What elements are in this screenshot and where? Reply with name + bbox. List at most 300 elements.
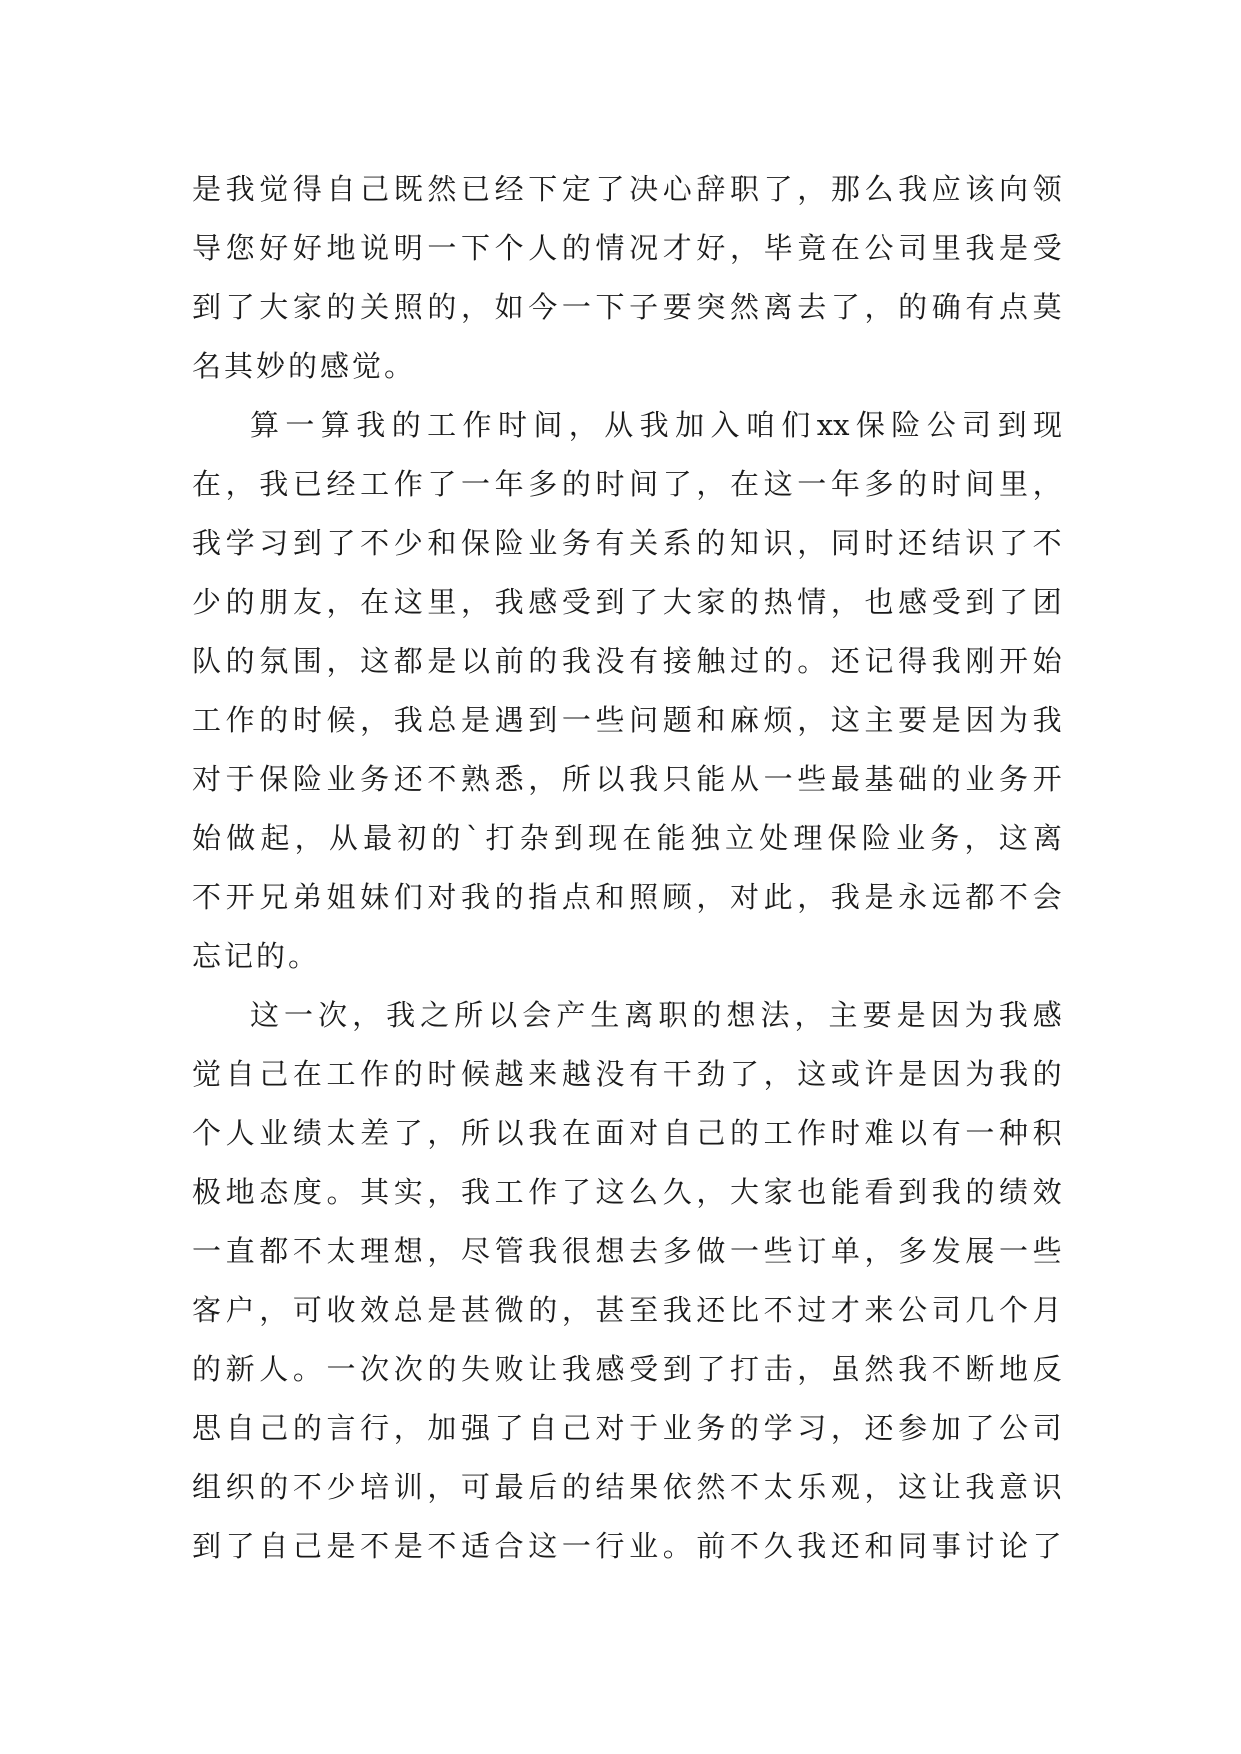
text-char: 不 <box>360 526 390 560</box>
text-char: 的 <box>225 585 255 619</box>
text-char: 有 <box>595 526 625 560</box>
text-char: 不 <box>730 1529 760 1563</box>
text-char: 间 <box>533 408 563 442</box>
text-char: 定 <box>561 172 591 206</box>
text-char: 户 <box>225 1293 255 1327</box>
text-char: 我 <box>662 1293 692 1327</box>
document-body <box>192 160 1062 1576</box>
text-char: 月 <box>1032 1293 1062 1327</box>
text-char: 同 <box>898 1529 928 1563</box>
text-char: 刚 <box>965 644 995 678</box>
text-char: 务 <box>999 762 1029 796</box>
text-char: 司 <box>1032 1411 1062 1445</box>
text-char: 会 <box>522 998 552 1032</box>
text-char: 其 <box>360 1175 390 1209</box>
text-char: 是 <box>427 1293 457 1327</box>
text-char: 订 <box>797 1234 827 1268</box>
text-char: 队 <box>192 644 222 678</box>
text-line <box>192 396 1062 455</box>
text-char: 至 <box>629 1293 659 1327</box>
text-char: 是 <box>427 644 457 678</box>
text-char: 这 <box>393 585 423 619</box>
text-char: 难 <box>864 1116 894 1150</box>
text-char: 我 <box>830 880 860 914</box>
text-char: 了 <box>965 1411 995 1445</box>
text-char: 作 <box>462 408 492 442</box>
text-char: 不 <box>1032 526 1062 560</box>
text-char: 不 <box>931 1352 961 1386</box>
text-char: 妹 <box>360 880 390 914</box>
text-char: 些 <box>595 703 625 737</box>
text-char: 识 <box>965 526 995 560</box>
text-char: 保 <box>855 408 885 442</box>
text-char: ， <box>427 1116 457 1150</box>
text-char: 最 <box>363 821 393 855</box>
text-char: 职 <box>730 172 760 206</box>
text-char: 关 <box>360 290 390 324</box>
text-char: 不 <box>999 880 1029 914</box>
text-char: 想 <box>595 1234 625 1268</box>
text-line <box>192 455 1062 514</box>
text-char: 里 <box>931 231 961 265</box>
text-line <box>192 1281 1062 1340</box>
text-char: 效 <box>360 1293 390 1327</box>
text-char: 这 <box>360 644 390 678</box>
text-line <box>192 278 1062 337</box>
text-char: 少 <box>192 585 222 619</box>
text-char: 到 <box>192 1529 222 1563</box>
text-char: 才 <box>830 1293 860 1327</box>
text-char: 久 <box>763 1529 793 1563</box>
text-line <box>192 1104 1062 1163</box>
text-char: 了 <box>629 585 659 619</box>
text-char: ， <box>964 821 994 855</box>
text-char: 这 <box>830 703 860 737</box>
text-char: 险 <box>861 821 891 855</box>
text-char: ， <box>797 703 827 737</box>
text-char: 识 <box>763 526 793 560</box>
text-char: 顾 <box>662 880 692 914</box>
text-char: 在 <box>622 821 652 855</box>
text-char: 情 <box>797 585 827 619</box>
text-char: 家 <box>292 290 322 324</box>
text-char: 结 <box>595 1470 625 1504</box>
text-char: 收 <box>326 1293 356 1327</box>
text-char: 是 <box>896 998 926 1032</box>
text-char: 我 <box>931 1175 961 1209</box>
text-char: 保 <box>827 821 857 855</box>
text-char: 处 <box>759 821 789 855</box>
text-char: 时 <box>595 467 625 501</box>
text-char: 。 <box>292 1352 322 1386</box>
text-char: 从 <box>730 762 760 796</box>
text-char: 子 <box>629 290 659 324</box>
text-char: 这 <box>763 467 793 501</box>
text-char: 公 <box>999 1411 1029 1445</box>
text-char: 年 <box>830 467 860 501</box>
text-char: 了 <box>595 172 625 206</box>
text-char: 工 <box>192 703 222 737</box>
text-char: 自 <box>225 1057 255 1091</box>
text-line <box>192 573 1062 632</box>
text-char: 的 <box>292 1411 322 1445</box>
text-char: 让 <box>931 1470 961 1504</box>
text-char: 感 <box>528 585 558 619</box>
text-char: 因 <box>965 703 995 737</box>
text-char: 这 <box>998 821 1028 855</box>
text-char: 一 <box>561 1529 591 1563</box>
text-char: 永 <box>898 880 928 914</box>
text-char: 公 <box>864 231 894 265</box>
text-char: 了 <box>999 526 1029 560</box>
text-char: 我 <box>998 998 1028 1032</box>
text-char: 最 <box>830 762 860 796</box>
text-char: ， <box>830 1411 860 1445</box>
text-char: 时 <box>292 703 322 737</box>
text-char: 不 <box>763 1293 793 1327</box>
text-char: 我 <box>965 231 995 265</box>
text-char: 自 <box>225 1411 255 1445</box>
text-char: ， <box>294 821 324 855</box>
text-char: 行 <box>360 1411 390 1445</box>
text-char: 主 <box>828 998 858 1032</box>
text-char: 次 <box>318 998 348 1032</box>
text-char: 劲 <box>696 1057 726 1091</box>
text-char: 久 <box>662 1175 692 1209</box>
text-char: 。 <box>662 1529 692 1563</box>
text-char: 多 <box>662 1234 692 1268</box>
text-char: 得 <box>292 172 322 206</box>
text-char: ， <box>528 762 558 796</box>
text-char: 是 <box>898 1057 928 1091</box>
text-char: 人 <box>225 1116 255 1150</box>
text-char: 的 <box>225 644 255 678</box>
text-char: 间 <box>965 467 995 501</box>
text-char: 点 <box>561 880 591 914</box>
text-char: 到 <box>595 585 625 619</box>
text-char: 然 <box>696 1470 726 1504</box>
text-char: 意 <box>999 1470 1029 1504</box>
text-char: 还 <box>830 644 860 678</box>
text-char: 这 <box>797 1057 827 1091</box>
text-char: 下 <box>461 231 491 265</box>
text-char: 依 <box>662 1470 692 1504</box>
text-char: ， <box>427 1175 457 1209</box>
text-char: 家 <box>763 1175 793 1209</box>
text-char: 或 <box>830 1057 860 1091</box>
text-char: 很 <box>561 1234 591 1268</box>
text-char: 极 <box>192 1175 222 1209</box>
text-line <box>192 691 1062 750</box>
text-char: 让 <box>528 1352 558 1386</box>
text-char: 以 <box>488 998 518 1032</box>
text-char: 兄 <box>259 880 289 914</box>
text-char: 实 <box>393 1175 423 1209</box>
text-char: 我 <box>386 998 416 1032</box>
text-char: 所 <box>461 1116 491 1150</box>
text-char: 了 <box>494 1411 524 1445</box>
text-char: 过 <box>797 1293 827 1327</box>
text-char: 种 <box>999 1116 1029 1150</box>
text-char: 我 <box>561 1352 591 1386</box>
text-char: 我 <box>225 172 255 206</box>
text-char: 经 <box>326 467 356 501</box>
text-char: 越 <box>494 1057 524 1091</box>
text-char: 以 <box>461 644 491 678</box>
text-char: 都 <box>965 880 995 914</box>
text-char: 生 <box>590 998 620 1032</box>
text-char: 姐 <box>326 880 356 914</box>
text-char: 工 <box>763 1116 793 1150</box>
text-char: 思 <box>192 1411 222 1445</box>
text-char: 训 <box>393 1470 423 1504</box>
text-char: 间 <box>629 467 659 501</box>
text-char: 没 <box>595 644 625 678</box>
text-char: 因 <box>930 998 960 1032</box>
text-char: 入 <box>710 408 740 442</box>
text-char: 弟 <box>292 880 322 914</box>
text-char: 我 <box>797 1529 827 1563</box>
text-char: 我 <box>528 1234 558 1268</box>
text-char: 还 <box>864 1411 894 1445</box>
text-char: 败 <box>494 1352 524 1386</box>
text-char: 做 <box>696 1234 726 1268</box>
text-char: 做 <box>226 821 256 855</box>
text-char: 以 <box>898 1116 928 1150</box>
text-char: 的 <box>763 644 793 678</box>
text-char: 里 <box>427 585 457 619</box>
text-char: 有 <box>629 644 659 678</box>
text-char: 一 <box>561 703 591 737</box>
text-char: ， <box>763 1057 793 1091</box>
text-char: 我 <box>259 467 289 501</box>
text-char: 后 <box>528 1470 558 1504</box>
text-char: 能 <box>830 1175 860 1209</box>
text-char: 在 <box>830 231 860 265</box>
text-char: ， <box>568 408 598 442</box>
text-char: ， <box>797 526 827 560</box>
text-char: 的 <box>730 1411 760 1445</box>
text-char: 些 <box>797 762 827 796</box>
text-char: 组 <box>192 1470 222 1504</box>
text-char: 确 <box>931 290 961 324</box>
text-char: 开 <box>999 644 1029 678</box>
text-char: 热 <box>763 585 793 619</box>
text-char: 没 <box>595 1057 625 1091</box>
text-char: 独 <box>690 821 720 855</box>
text-char: 接 <box>662 644 692 678</box>
text-char: 务 <box>930 821 960 855</box>
text-char: 的 <box>561 467 591 501</box>
text-char: 我 <box>931 644 961 678</box>
text-char: 始 <box>192 821 222 855</box>
text-char: 好 <box>696 231 726 265</box>
text-char: 新 <box>225 1352 255 1386</box>
text-char: 我 <box>461 1175 491 1209</box>
text-char: 少 <box>393 526 423 560</box>
text-char: 时 <box>830 1116 860 1150</box>
text-char: 么 <box>629 1175 659 1209</box>
text-char: 了 <box>662 467 692 501</box>
text-char: 明 <box>393 231 423 265</box>
text-char: 业 <box>965 762 995 796</box>
text-char: 到 <box>965 585 995 619</box>
text-char: 加 <box>675 408 705 442</box>
text-char: 务 <box>561 526 591 560</box>
text-char: 最 <box>494 1470 524 1504</box>
text-char: 们 <box>781 408 811 442</box>
text-char: 的 <box>965 1175 995 1209</box>
text-char: 得 <box>898 644 928 678</box>
text-char: 候 <box>326 703 356 737</box>
text-char: 自 <box>326 172 356 206</box>
text-char: 反 <box>1032 1352 1062 1386</box>
text-char: 工 <box>360 467 390 501</box>
text-char: 总 <box>427 703 457 737</box>
text-char: 己 <box>259 1057 289 1091</box>
text-char: 甚 <box>595 1293 625 1327</box>
text-char: 今 <box>528 290 558 324</box>
text-char: 是 <box>864 880 894 914</box>
text-char: 既 <box>393 172 423 206</box>
text-char: 我 <box>192 526 222 560</box>
text-char: 加 <box>427 1411 457 1445</box>
text-char: 加 <box>931 1411 961 1445</box>
text-char: 大 <box>662 585 692 619</box>
text-char: 了 <box>225 290 255 324</box>
text-char: 能 <box>696 762 726 796</box>
text-char: 到 <box>292 526 322 560</box>
text-char: 一 <box>561 290 591 324</box>
text-char: 开 <box>225 880 255 914</box>
text-char: 己 <box>259 1411 289 1445</box>
text-char: 态 <box>259 1175 289 1209</box>
text-char: 不 <box>292 1234 322 1268</box>
text-line: 名其妙的感觉。 <box>192 349 417 383</box>
text-char: 受 <box>931 585 961 619</box>
text-char: 心 <box>662 172 692 206</box>
text-char: 太 <box>326 1116 356 1150</box>
text-char: 打 <box>485 821 515 855</box>
text-char: ， <box>696 1175 726 1209</box>
text-char: 去 <box>629 1234 659 1268</box>
text-char: 该 <box>965 172 995 206</box>
text-line: 忘记的。 <box>192 939 321 973</box>
text-char: 所 <box>561 762 591 796</box>
text-char: 要 <box>862 998 892 1032</box>
text-char: 算 <box>320 408 350 442</box>
text-char: 感 <box>898 585 928 619</box>
text-char: 对 <box>427 880 457 914</box>
text-char: 了 <box>999 585 1029 619</box>
text-char: 了 <box>427 467 457 501</box>
text-char: 不 <box>192 880 222 914</box>
text-line <box>192 1045 1062 1104</box>
text-char: 领 <box>1032 172 1062 206</box>
text-char: 。 <box>797 644 827 678</box>
text-char: 想 <box>726 998 756 1032</box>
text-char: ， <box>730 231 760 265</box>
text-char: 到 <box>898 1175 928 1209</box>
text-char: 人 <box>259 1352 289 1386</box>
text-char: 才 <box>662 231 692 265</box>
text-char: 结 <box>931 526 961 560</box>
text-char: 公 <box>926 408 956 442</box>
text-char: 讨 <box>965 1529 995 1563</box>
text-char: 微 <box>494 1293 524 1327</box>
text-char: 以 <box>494 1116 524 1150</box>
text-char: 多 <box>528 467 558 501</box>
text-char: 基 <box>864 762 894 796</box>
text-char: 虽 <box>830 1352 860 1386</box>
text-char: 次 <box>393 1352 423 1386</box>
text-char: ， <box>427 1234 457 1268</box>
text-char: ， <box>696 467 726 501</box>
text-char: 离 <box>763 290 793 324</box>
text-char: 的 <box>730 585 760 619</box>
text-char: 参 <box>898 1411 928 1445</box>
text-char: 果 <box>629 1470 659 1504</box>
text-char: 团 <box>1032 585 1062 619</box>
text-char: 一 <box>285 408 315 442</box>
text-char: 产 <box>556 998 586 1032</box>
text-char: 自 <box>662 1116 692 1150</box>
text-char: 为 <box>999 703 1029 737</box>
text-char: 保 <box>461 526 491 560</box>
text-char: 立 <box>724 821 754 855</box>
text-char: 感 <box>595 1352 625 1386</box>
text-char: 和 <box>696 703 726 737</box>
text-char: 一 <box>284 998 314 1032</box>
text-char: 的 <box>528 644 558 678</box>
text-char: ` <box>465 821 481 855</box>
text-char: 起 <box>260 821 290 855</box>
text-char: 发 <box>931 1234 961 1268</box>
text-char: 朋 <box>259 585 289 619</box>
text-char: 习 <box>259 526 289 560</box>
text-char: 同 <box>830 526 860 560</box>
text-char: 这 <box>595 1175 625 1209</box>
text-char: 况 <box>629 231 659 265</box>
text-char: 下 <box>528 172 558 206</box>
text-char: 业 <box>326 762 356 796</box>
text-char: 是 <box>192 172 222 206</box>
text-char: 理 <box>360 1234 390 1268</box>
text-char: 对 <box>595 1411 625 1445</box>
text-char: 题 <box>662 703 692 737</box>
text-char: 现 <box>588 821 618 855</box>
text-char: 多 <box>898 1234 928 1268</box>
text-char: 多 <box>864 467 894 501</box>
text-char: 我 <box>528 1116 558 1150</box>
text-char: 有 <box>629 1057 659 1091</box>
text-char: 理 <box>793 821 823 855</box>
text-char: 的 <box>696 526 726 560</box>
text-char: 司 <box>931 1293 961 1327</box>
text-line <box>192 868 1062 927</box>
text-char: 这 <box>250 998 280 1032</box>
text-char: 们 <box>393 880 423 914</box>
text-line <box>192 1340 1062 1399</box>
text-char: 面 <box>595 1116 625 1150</box>
text-char: 现 <box>1032 408 1062 442</box>
text-char: 习 <box>797 1411 827 1445</box>
text-char: 在 <box>561 1116 591 1150</box>
text-char: 照 <box>393 290 423 324</box>
text-char: 学 <box>763 1411 793 1445</box>
text-char: 不 <box>360 1529 390 1563</box>
text-char: 还 <box>393 762 423 796</box>
